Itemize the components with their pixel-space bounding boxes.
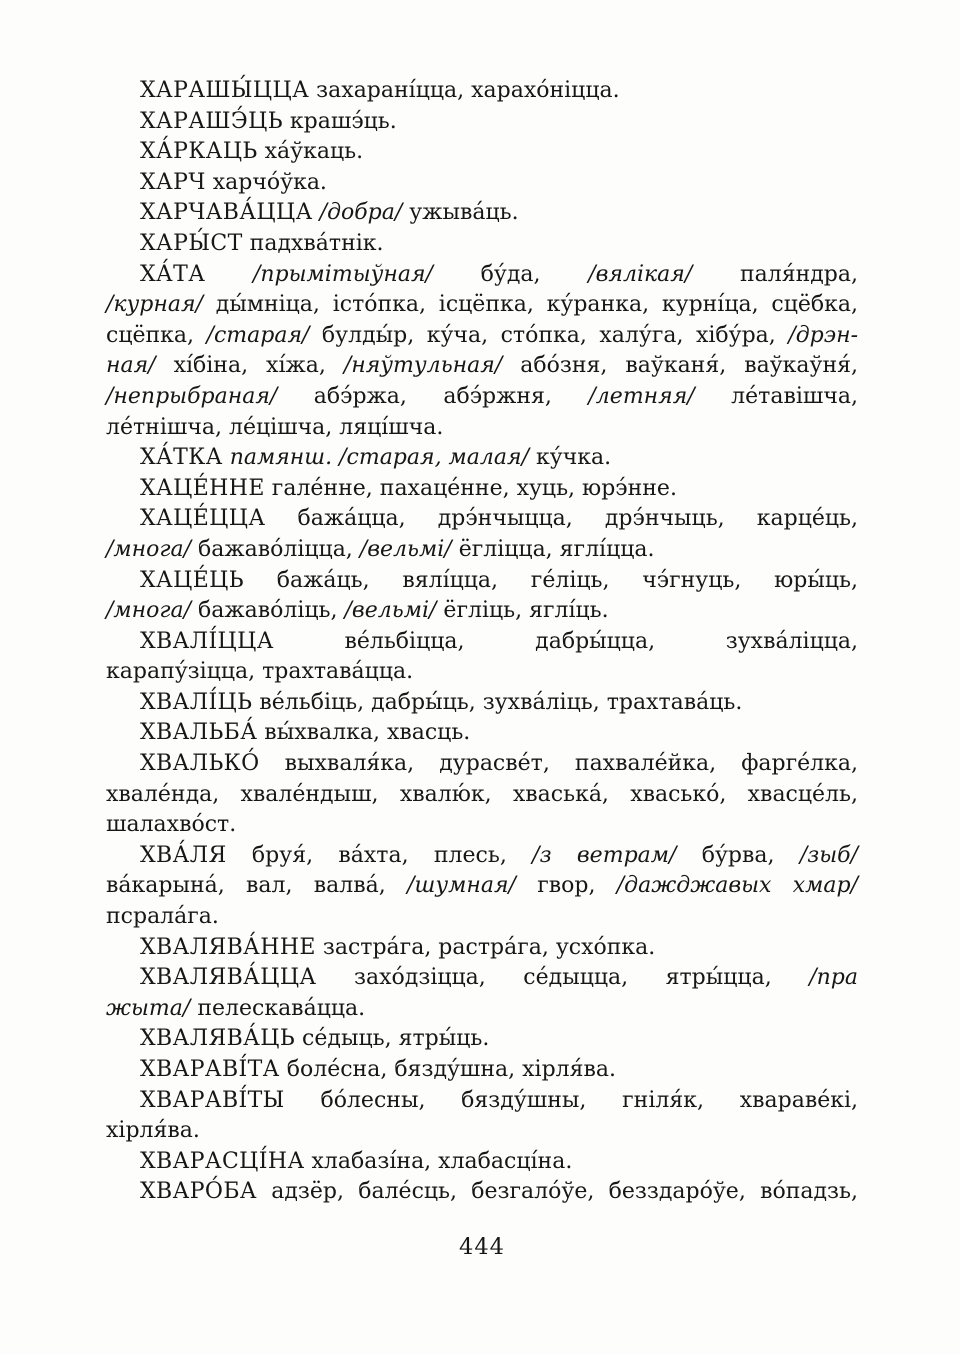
headword: ХВАЛІ́ЦЦА	[140, 628, 274, 654]
entry-line	[106, 718, 858, 749]
synonym-text: ле́тавішча,	[694, 383, 858, 409]
usage-qualifier: /прымітыўная/	[252, 261, 433, 287]
synonym-text: ха́ўкаць.	[257, 139, 364, 165]
entry-line	[106, 107, 858, 138]
dictionary-entry	[106, 566, 858, 627]
synonym-text: бо́лесны, бязду́шны, гніля́к, хвараве́кі,	[284, 1087, 858, 1113]
synonym-text	[223, 445, 230, 470]
synonym-text: бажаво́ліцца,	[191, 536, 360, 562]
dictionary-entry	[106, 474, 858, 505]
entry-line	[106, 566, 858, 597]
entry-line	[106, 535, 858, 566]
usage-qualifier: ная/	[106, 353, 156, 379]
headword: ХА́ТА	[140, 261, 206, 287]
entry-line	[106, 1147, 858, 1178]
headword: ХАЦЕ́ННЕ	[140, 475, 265, 501]
synonym-text: хі́біна, хі́жа,	[155, 353, 344, 379]
usage-qualifier: /летняя/	[588, 383, 695, 409]
synonym-text: ку́чка.	[529, 445, 612, 471]
usage-qualifier: /вельмі/	[344, 598, 437, 624]
headword: ХВАЛІ́ЦЬ	[140, 689, 253, 715]
synonym-text: паля́ндра,	[692, 261, 858, 287]
synonym-text: ужыва́ць.	[402, 200, 519, 226]
headword: ХВАЛЯВА́ЦЬ	[140, 1026, 296, 1052]
text-block	[106, 76, 858, 1208]
usage-qualifier: /дажджавых хмар/	[616, 873, 858, 899]
entry-line	[106, 1116, 858, 1147]
dictionary-entry	[106, 443, 858, 474]
entry-line	[106, 902, 858, 933]
dictionary-entry	[106, 1086, 858, 1147]
synonym-text: булды́р, ку́ча, сто́пка, халу́га, хібу́ра,	[309, 322, 789, 348]
entry-line	[106, 168, 858, 199]
entry-line	[106, 382, 858, 413]
synonym-text: ве́льбіць, дабры́ць, зухва́ліць, трахтава́ць.	[252, 689, 743, 715]
entry-line	[106, 627, 858, 658]
synonym-text: ёгліцца, яглі́цца.	[451, 536, 655, 562]
dictionary-entry	[106, 1177, 858, 1208]
synonym-text: карапу́зіцца, трахтава́цца.	[106, 659, 414, 685]
usage-qualifier: /пра	[809, 965, 858, 991]
dictionary-entry	[106, 76, 858, 107]
synonym-text: выхваля́ка, дурасве́т, пахвале́йка, фарге́лка,	[259, 751, 858, 777]
entry-line	[106, 290, 858, 321]
synonym-text: хлабазі́на, хлабасці́на.	[304, 1148, 573, 1174]
headword: ХАРАШЫ́ЦЦА	[140, 78, 310, 103]
synonym-text	[205, 262, 253, 287]
synonym-text: псрала́га.	[106, 904, 219, 930]
synonym-text: ва́карына́, вал, валва́,	[106, 873, 408, 899]
dictionary-entry	[106, 168, 858, 199]
entry-line	[106, 137, 858, 168]
synonym-text: падхва́тнік.	[242, 230, 384, 256]
synonym-text: бруя́, ва́хта, плесь,	[226, 842, 533, 868]
headword: ХАЦЕ́ЦЦА	[140, 506, 266, 532]
dictionary-entry	[106, 198, 858, 229]
usage-qualifier: /дрэн-	[788, 322, 858, 348]
synonym-text: харчо́ўка.	[205, 169, 327, 195]
entry-line	[106, 933, 858, 964]
usage-qualifier: /курная/	[106, 292, 203, 318]
headword: ХАЦЕ́ЦЬ	[140, 567, 244, 593]
entry-line	[106, 76, 858, 107]
dictionary-entry	[106, 1024, 858, 1055]
entry-line	[106, 260, 858, 291]
usage-qualifier: /добра/	[319, 200, 403, 226]
dictionary-entry	[106, 504, 858, 565]
entry-line	[106, 474, 858, 505]
dictionary-entry	[106, 107, 858, 138]
usage-qualifier: /вельмі/	[359, 536, 452, 562]
entry-line	[106, 841, 858, 872]
page-number: 444	[459, 1234, 505, 1260]
synonym-text: бажаво́ліць,	[191, 598, 345, 624]
entry-line	[106, 504, 858, 535]
synonym-text: гвор,	[515, 873, 617, 899]
entry-line	[106, 688, 858, 719]
headword: ХВАЛЯВА́ЦЦА	[140, 965, 317, 991]
entry-line	[106, 749, 858, 780]
headword: ХАРЫ́СТ	[140, 230, 243, 256]
usage-qualifier: /непрыбраная/	[106, 383, 278, 409]
dictionary-entry	[106, 229, 858, 260]
dictionary-entry	[106, 1055, 858, 1086]
synonym-text: боле́сна, бязду́шна, хірля́ва.	[279, 1057, 617, 1082]
synonym-text: бу́да,	[432, 261, 589, 287]
synonym-text: бажа́ць, вялі́цца, ге́ліць, чэ́гнуць, юры́ць,	[243, 567, 858, 593]
headword: ХВАЛЬБА́	[140, 720, 258, 746]
synonym-text: бажа́цца, дрэ́нчыцца, дрэ́нчыць, карце́ць,	[265, 506, 858, 532]
headword: ХА́РКАЦЬ	[140, 139, 258, 165]
entry-line	[106, 198, 858, 229]
usage-qualifier: /многа/	[106, 536, 192, 562]
usage-qualifier: памянш. /старая, малая/	[229, 445, 530, 471]
dictionary-entry	[106, 963, 858, 1024]
headword: ХА́ТКА	[140, 445, 223, 471]
synonym-text: сцёпка,	[106, 322, 207, 348]
synonym-text: захо́дзіцца, се́дыцца, ятры́цца,	[316, 965, 810, 991]
dictionary-entry	[106, 137, 858, 168]
synonym-text: застра́га, растра́га, усхо́пка.	[315, 934, 656, 960]
synonym-text: ёгліць, яглі́ць.	[436, 598, 609, 624]
synonym-text: захарані́цца, харахо́ніцца.	[309, 78, 620, 103]
entry-line	[106, 1086, 858, 1117]
headword: ХВАРАВІ́ТА	[140, 1057, 280, 1082]
usage-qualifier: /старая/	[206, 322, 310, 348]
entry-line	[106, 1177, 858, 1208]
dictionary-entry	[106, 933, 858, 964]
headword: ХВАЛЯВА́ННЕ	[140, 934, 316, 960]
usage-qualifier: /шумная/	[407, 873, 516, 899]
headword: ХВАЛЬКО́	[140, 751, 260, 777]
dictionary-entry	[106, 749, 858, 841]
usage-qualifier: /многа/	[106, 598, 192, 624]
headword: ХВАРАВІ́ТЫ	[140, 1087, 285, 1113]
headword: ХВА́ЛЯ	[140, 842, 227, 868]
entry-line	[106, 1024, 858, 1055]
dictionary-entry	[106, 718, 858, 749]
entry-line	[106, 994, 858, 1025]
synonym-text: шалахво́ст.	[106, 812, 237, 838]
synonym-text: бу́рва,	[676, 842, 800, 868]
dictionary-entry	[106, 627, 858, 688]
entry-line	[106, 871, 858, 902]
entry-line	[106, 657, 858, 688]
entry-line	[106, 443, 858, 474]
synonym-text: абэ́ржа, абэ́ржня,	[277, 383, 589, 409]
entry-line	[106, 351, 858, 382]
dictionary-entry	[106, 1147, 858, 1178]
entry-line	[106, 229, 858, 260]
synonym-text: се́дыць, ятры́ць.	[295, 1026, 490, 1052]
synonym-text: ды́мніца, істо́пка, ісцёпка, ку́ранка, курні́ца, сцёбка,	[202, 292, 858, 318]
entry-line	[106, 413, 858, 444]
synonym-text: або́зня, ваўканя́, ваўкаўня́,	[502, 353, 858, 379]
synonym-text: ле́тнішча, ле́цішча, ляці́шча.	[106, 414, 444, 440]
entry-line	[106, 596, 858, 627]
headword: ХВАРО́БА	[140, 1179, 257, 1205]
entry-line	[106, 321, 858, 352]
usage-qualifier: /зыб/	[799, 842, 858, 868]
synonym-text: хірля́ва.	[106, 1118, 200, 1144]
synonym-text: адзёр, бале́сць, безгало́ўе, безздаро́ўе, во́падзь,	[256, 1179, 858, 1205]
entry-line	[106, 780, 858, 811]
usage-qualifier: /вялікая/	[588, 261, 693, 287]
dictionary-entry	[106, 688, 858, 719]
headword: ХАРАШЭ́ЦЬ	[140, 108, 283, 134]
synonym-text: вы́хвалка, хвасць.	[257, 720, 471, 746]
usage-qualifier: жыта/	[106, 995, 191, 1021]
synonym-text: ве́льбіцца, дабры́цца, зухва́ліцца,	[273, 628, 858, 654]
entry-line	[106, 1055, 858, 1086]
dictionary-entry	[106, 841, 858, 933]
headword: ХВАРАСЦІ́НА	[140, 1148, 305, 1174]
entry-line	[106, 963, 858, 994]
synonym-text: хвале́нда, хвале́ндыш, хвалю́к, хваська́, хвасько́, хвасце́ль,	[106, 781, 858, 807]
synonym-text: гале́нне, пахаце́нне, хуць, юрэ́нне.	[264, 475, 677, 501]
headword: ХАРЧ	[140, 169, 206, 195]
usage-qualifier: /з ветрам/	[532, 842, 677, 868]
synonym-text	[313, 200, 320, 225]
entry-line	[106, 810, 858, 841]
headword: ХАРЧАВА́ЦЦА	[140, 200, 313, 226]
synonym-text: крашэ́ць.	[282, 108, 397, 134]
usage-qualifier: /няўтульная/	[343, 353, 503, 379]
dictionary-entry	[106, 260, 858, 444]
synonym-text: пелескава́цца.	[190, 995, 366, 1021]
